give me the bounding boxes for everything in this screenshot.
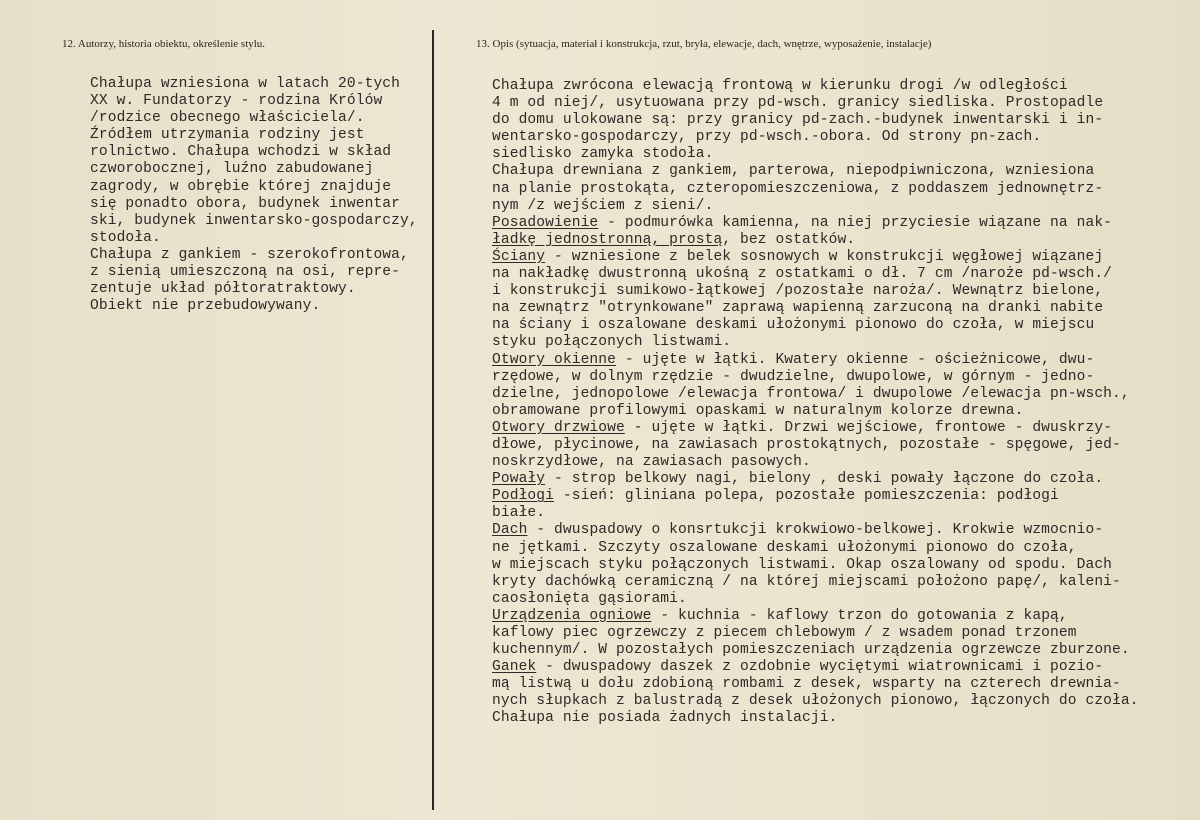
- line-text: - ujęte w łątki. Drzwi wejściowe, frontowe - dwuskrzy-: [624, 419, 1113, 436]
- line-text: mą listwą u dołu zdobioną rombami z desek, wsparty na czterech drewnia-: [492, 676, 1121, 693]
- section-label: ładkę jednostronną, prostą: [492, 231, 723, 248]
- section-13-line: [492, 283, 1192, 300]
- line-text: rzędowe, w dolnym rzędzie - dwudzielne, dwupolowe, w górnym - jedno-: [492, 368, 1095, 385]
- section-12-line: Źródłem utrzymania rodziny jest: [90, 127, 365, 144]
- section-13-line: [492, 249, 1192, 266]
- line-text: na ściany i oszalowane deskami ułożonymi pionowo do czoła, w miejscu: [492, 317, 1095, 334]
- section-12-line: Chałupa z gankiem - szerokofrontowa,: [90, 246, 409, 263]
- section-label: Posadowienie: [492, 214, 599, 231]
- section-13-line: [492, 129, 1192, 146]
- section-13-line: [492, 334, 1192, 351]
- section-13-line: [492, 232, 1192, 249]
- section-13-line: [492, 181, 1192, 198]
- line-text: ne jętkami. Szczyty oszalowane deskami ułożonymi pionowo do czoła,: [492, 539, 1077, 556]
- line-text: - ujęte w łątki. Kwatery okienne - ościeżnicowe, dwu-: [616, 351, 1095, 368]
- line-text: na planie prostokąta, czteropomieszczeniowa, z poddaszem jednownętrz-: [492, 180, 1104, 197]
- section-13-line: [492, 557, 1192, 574]
- section-13-text: [492, 78, 1192, 728]
- line-text: dzielne, jednopolowe /elewacja frontowa/ i dwupolowe /elewacja pn-wsch.,: [492, 385, 1130, 402]
- section-13-line: [492, 95, 1192, 112]
- section-13-line: [492, 437, 1192, 454]
- section-label: Otwory okienne: [492, 351, 617, 368]
- section-13-line: [492, 471, 1192, 488]
- line-text: i konstrukcji sumikowo-łątkowej /pozostałe naroża/. Wewnątrz bielone,: [492, 283, 1104, 300]
- section-13-line: [492, 403, 1192, 420]
- section-12-heading: 12. Autorzy, historia obiektu, określenie stylu.: [62, 38, 266, 50]
- section-13-line: [492, 146, 1192, 163]
- line-text: wentarsko-gospodarczy, przy pd-wsch.-obora. Od strony pn-zach.: [492, 129, 1042, 146]
- section-13-line: [492, 352, 1192, 369]
- line-text: Chałupa drewniana z gankiem, parterowa, niepodpiwniczona, wzniesiona: [492, 163, 1095, 180]
- line-text: siedlisko zamyka stodoła.: [492, 146, 714, 163]
- section-12-line: czworobocznej, luźno zabudowanej: [90, 161, 374, 178]
- line-text: nych słupkach z balustradą z desek ułożonych pionowo, łączonych do czoła.: [492, 693, 1139, 710]
- section-12-line: /rodzice obecnego właściciela/.: [90, 110, 365, 127]
- section-label: Podłogi: [492, 488, 555, 505]
- section-13-line: [492, 163, 1192, 180]
- line-text: - kuchnia - kaflowy trzon do gotowania z kapą,: [651, 607, 1068, 624]
- section-label: Urządzenia ogniowe: [492, 607, 652, 624]
- section-13-line: [492, 574, 1192, 591]
- section-13-line: [492, 625, 1192, 642]
- line-text: - podmurówka kamienna, na niej przyciesie wiązane na nak-: [598, 214, 1113, 231]
- section-12-line: Obiekt nie przebudowywany.: [90, 298, 321, 315]
- line-text: dłowe, płycinowe, na zawiasach prostokątnych, pozostałe - spęgowe, jed-: [492, 436, 1121, 453]
- section-13-line: [492, 710, 1192, 727]
- line-text: noskrzydłowe, na zawiasach pasowych.: [492, 454, 811, 471]
- line-text: - dwuspadowy daszek z ozdobnie wyciętymi wiatrownicami i pozio-: [536, 659, 1104, 676]
- section-12-line: stodoła.: [90, 229, 161, 246]
- section-label: Ganek: [492, 659, 537, 676]
- line-text: Chałupa nie posiada żadnych instalacji.: [492, 710, 838, 727]
- line-text: caosłonięta gąsiorami.: [492, 590, 687, 607]
- line-text: białe.: [492, 505, 546, 522]
- section-13-line: [492, 215, 1192, 232]
- section-12-line: z sienią umieszczoną na osi, repre-: [90, 264, 401, 281]
- line-text: obramowane profilowymi opaskami w naturalnym kolorze drewna.: [492, 402, 1024, 419]
- line-text: kuchennym/. W pozostałych pomieszczeniach urządzenia ogrzewcze zburzone.: [492, 642, 1130, 659]
- line-text: styku połączonych listwami.: [492, 334, 732, 351]
- section-12-line: Chałupa wzniesiona w latach 20-tych: [90, 76, 401, 92]
- section-13-line: [492, 420, 1192, 437]
- section-13-line: [492, 300, 1192, 317]
- section-13-line: [492, 488, 1192, 505]
- section-13-line: [492, 540, 1192, 557]
- section-13-line: [492, 317, 1192, 334]
- line-text: kryty dachówką ceramiczną / na której miejscami położono papę/, kaleni-: [492, 573, 1121, 590]
- section-13-heading: 13. Opis (sytuacja, materiał i konstrukcja, rzut, bryła, elewacje, dach, wnętrze, wyposażenie, instalacje): [476, 38, 932, 50]
- line-text: do domu ulokowane są: przy granicy pd-zach.-budynek inwentarski i in-: [492, 112, 1104, 129]
- section-12-line: się ponadto obora, budynek inwentar: [90, 195, 401, 212]
- line-text: - wzniesione z belek sosnowych w konstrukcji węgłowej wiązanej: [545, 248, 1104, 265]
- section-13-line: [492, 266, 1192, 283]
- section-12-line: zagrody, w obrębie której znajduje: [90, 178, 392, 195]
- line-text: - dwuspadowy o konsrtukcji krokwiowo-belkowej. Krokwie wzmocnio-: [527, 522, 1104, 539]
- section-label: Otwory drzwiowe: [492, 419, 625, 436]
- section-13-line: [492, 112, 1192, 129]
- line-text: Chałupa zwrócona elewacją frontową w kierunku drogi /w odległości: [492, 78, 1068, 94]
- line-text: 4 m od niej/, usytuowana przy pd-wsch. granicy siedliska. Prostopadle: [492, 95, 1104, 112]
- section-13-line: [492, 505, 1192, 522]
- line-text: - strop belkowy nagi, bielony , deski powały łączone do czoła.: [545, 471, 1104, 488]
- line-text: -sień: gliniana polepa, pozostałe pomieszczenia: podłogi: [554, 488, 1059, 505]
- section-13-line: [492, 454, 1192, 471]
- section-13-line: [492, 659, 1192, 676]
- section-13-line: [492, 608, 1192, 625]
- section-label: Ściany: [492, 248, 546, 265]
- section-13-line: [492, 198, 1192, 215]
- section-12-line: zentuje układ półtoratraktowy.: [90, 281, 356, 298]
- line-text: na zewnątrz "otrynkowane" zaprawą wapienną zarzuconą na dranki nabite: [492, 300, 1104, 317]
- section-13-line: [492, 386, 1192, 403]
- line-text: w miejscach styku połączonych listwami. Okap oszalowany od spodu. Dach: [492, 556, 1113, 573]
- line-text: kaflowy piec ogrzewczy z piecem chlebowym / z wsadem ponad trzonem: [492, 625, 1077, 641]
- section-13-line: [492, 693, 1192, 710]
- section-13-line: [492, 642, 1192, 659]
- section-12-line: rolnictwo. Chałupa wchodzi w skład: [90, 144, 392, 161]
- section-label: Powały: [492, 471, 546, 488]
- section-12-line: XX w. Fundatorzy - rodzina Królów: [90, 93, 383, 110]
- section-13-line: [492, 522, 1192, 539]
- section-13-line: [492, 78, 1192, 95]
- section-13-line: [492, 591, 1192, 608]
- section-13-line: [492, 369, 1192, 386]
- line-text: nym /z wejściem z sieni/.: [492, 197, 714, 214]
- section-12-text: [90, 76, 460, 315]
- line-text: , bez ostatków.: [722, 231, 856, 248]
- section-12-line: ski, budynek inwentarsko-gospodarczy,: [90, 212, 418, 229]
- section-label: Dach: [492, 522, 528, 539]
- line-text: na nakładkę dwustronną ukośną z ostatkami o dł. 7 cm /naroże pd-wsch./: [492, 266, 1113, 283]
- section-13-line: [492, 676, 1192, 693]
